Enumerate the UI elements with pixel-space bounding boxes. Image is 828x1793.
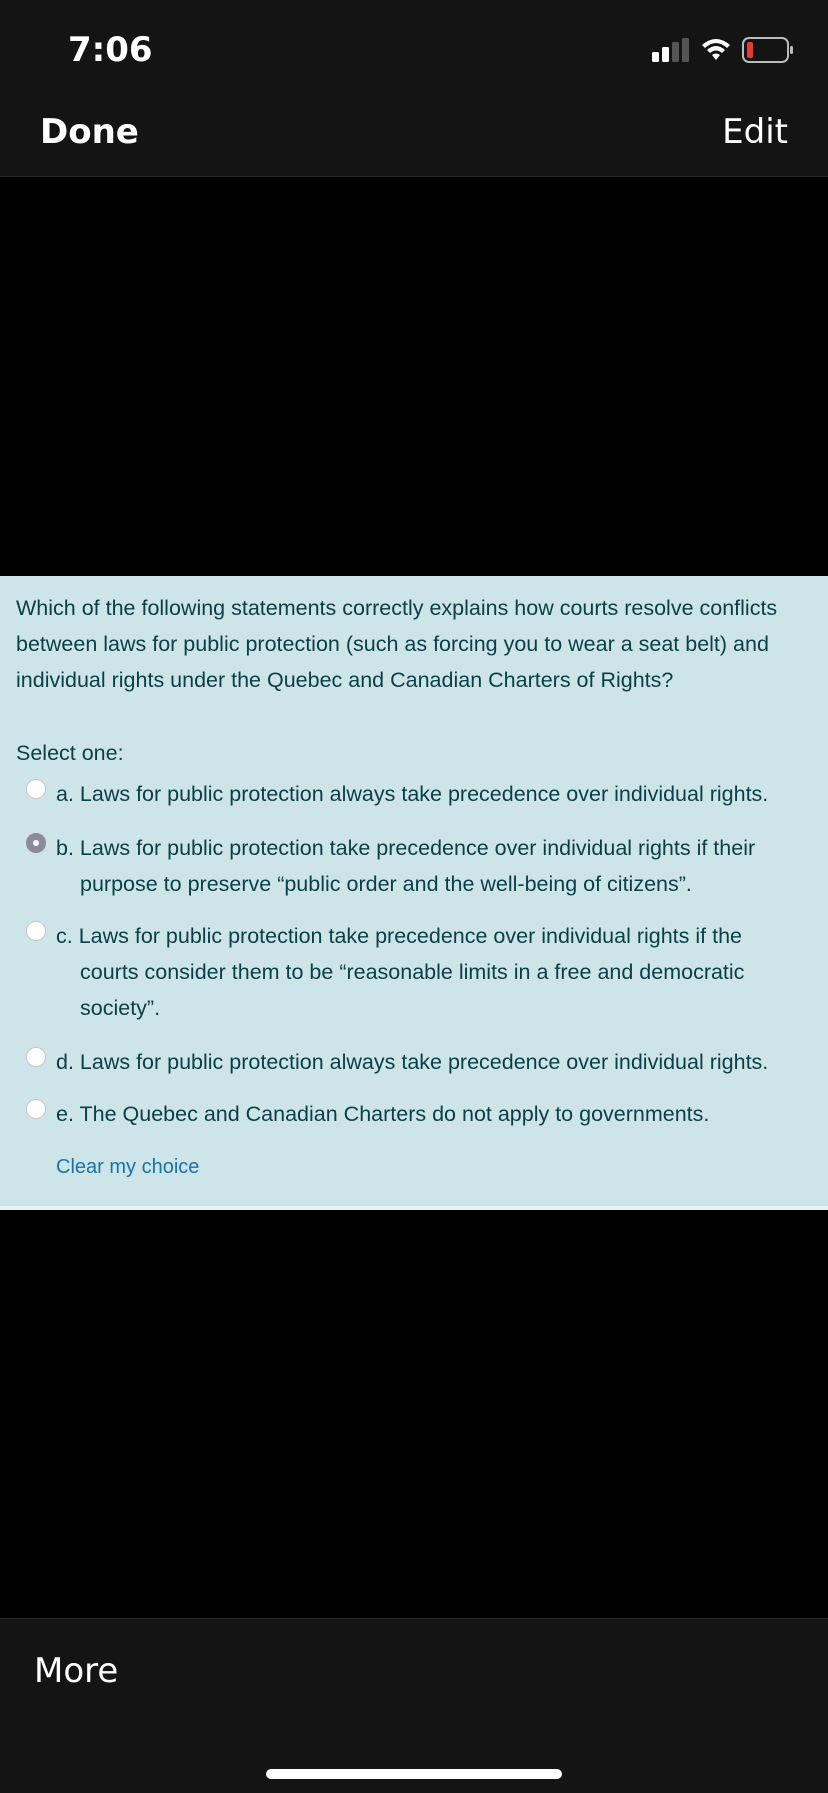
question-text: Which of the following statements correctly explains how courts resolve conflicts between laws for public protection (such as forcing you to wear a seat belt) and individual rights under the Quebec and Canadian Charters of Rights? [16,596,778,692]
edit-button[interactable]: Edit [722,112,788,152]
status-time: 7:06 [68,30,153,70]
battery-low-icon [742,36,794,64]
done-button[interactable]: Done [40,112,139,152]
select-one-label: Select one: [16,741,124,765]
answer-option-c[interactable] [26,918,806,1026]
radio-b-selected[interactable] [26,833,46,853]
bottom-toolbar [0,1618,828,1793]
quiz-question-panel [0,576,828,1210]
radio-e[interactable] [26,1099,46,1119]
status-bar [0,0,828,96]
radio-a[interactable] [26,779,46,799]
clear-my-choice-link[interactable]: Clear my choice [56,1156,200,1178]
answer-option-d[interactable] [26,1044,806,1080]
radio-d[interactable] [26,1047,46,1067]
radio-c[interactable] [26,921,46,941]
answer-option-e[interactable] [26,1096,806,1132]
answer-option-text: b. Laws for public protection take precedence over individual rights if their purpose to preserve “public order and the well-being of citizens”. [56,836,756,896]
answer-option-text: a. Laws for public protection always take precedence over individual rights. [56,782,769,806]
answer-option-b[interactable] [26,830,806,902]
home-indicator[interactable] [266,1769,562,1779]
nav-bar [0,96,828,177]
answer-option-a[interactable] [26,776,806,812]
answer-option-text: c. Laws for public protection take precedence over individual rights if the courts consider them to be “reasonable limits in a free and democratic society”. [56,924,745,1020]
answer-option-text: e. The Quebec and Canadian Charters do not apply to governments. [56,1102,710,1126]
cellular-signal-icon [652,38,690,62]
more-button[interactable]: More [34,1651,119,1691]
wifi-icon [700,36,732,62]
answer-option-text: d. Laws for public protection always take precedence over individual rights. [56,1050,769,1074]
